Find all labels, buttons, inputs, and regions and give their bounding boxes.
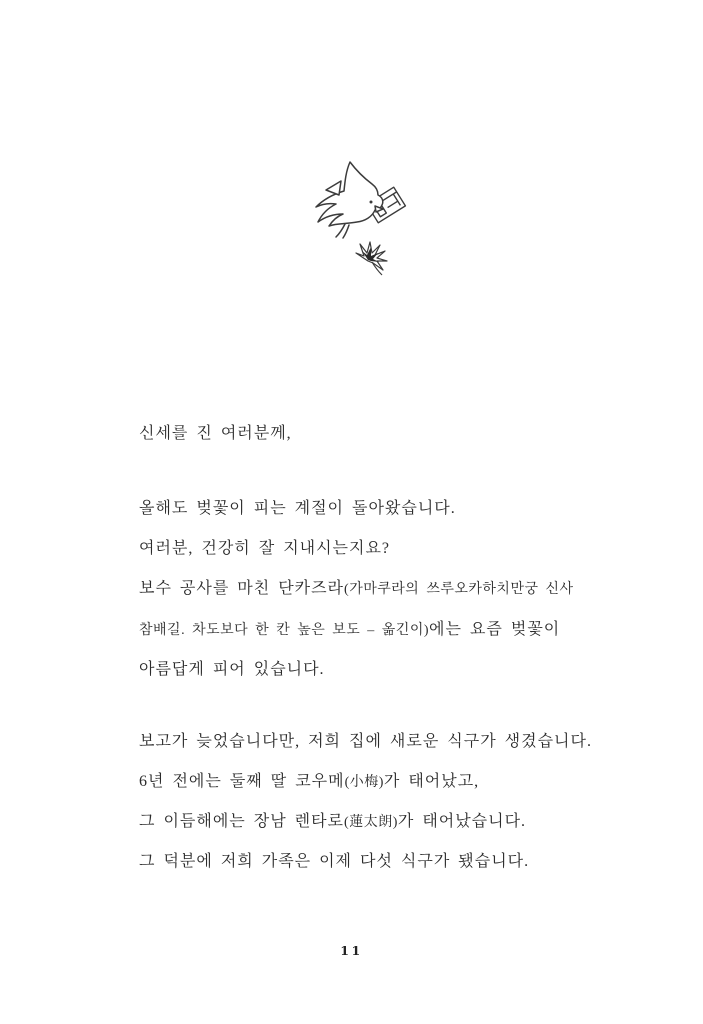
- letter-text: 그 덕분에 저희 가족은 이제 다섯 식구가 됐습니다.: [139, 853, 530, 870]
- letter-line: [139, 657, 325, 683]
- letter-text: 가 태어났습니다.: [397, 813, 527, 830]
- letter-hanja: (蓮太朗): [344, 815, 398, 830]
- letter-text: 올해도 벚꽃이 피는 계절이 돌아왔습니다.: [139, 500, 456, 517]
- letter-text: 가 태어났고,: [383, 773, 480, 790]
- letter-line: [139, 421, 292, 447]
- page-number: 11: [340, 943, 363, 958]
- letter-line: [139, 769, 479, 796]
- letter-line: [139, 849, 529, 875]
- letter-line: [139, 576, 574, 603]
- letter-line: [139, 496, 456, 522]
- letter-line: [139, 536, 390, 562]
- letter-line: [139, 729, 592, 755]
- letter-text: 6년 전에는 둘째 딸 코우메: [139, 773, 345, 790]
- letter-text: 그 이듬해에는 장남 렌타로: [139, 813, 345, 830]
- letter-text: 보고가 늦었습니다만, 저희 집에 새로운 식구가 생겼습니다.: [139, 733, 592, 750]
- letter-annotation: (가마쿠라의 쓰루오카하치만궁 신사: [344, 582, 574, 597]
- swallow-icon: [316, 162, 383, 238]
- letter-line: [139, 809, 526, 836]
- letter-annotation: 참배길. 차도보다 한 칸 높은 보도 – 옮긴이): [139, 623, 430, 638]
- letter-text: 아름답게 피어 있습니다.: [139, 661, 325, 678]
- letter-line: [139, 617, 560, 644]
- swallow-letter-illustration: [312, 160, 408, 244]
- letter-text: 여러분, 건강히 잘 지내시는지요?: [139, 540, 391, 557]
- letter-hanja: (小梅): [344, 775, 384, 790]
- maple-leaf-icon: [350, 240, 392, 282]
- letter-text: 보수 공사를 마친 단카즈라: [139, 580, 345, 597]
- letter-text: 에는 요즘 벚꽃이: [429, 621, 561, 638]
- letter-text: 신세를 진 여러분께,: [139, 425, 292, 442]
